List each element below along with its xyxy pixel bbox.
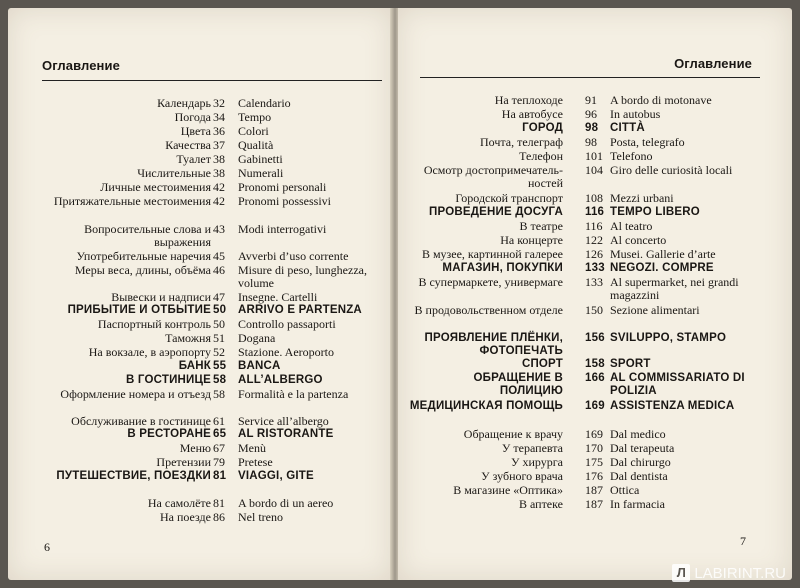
toc-russian-title: ПУТЕШЕСТВИЕ, ПОЕЗДКИ bbox=[56, 470, 211, 482]
toc-italian-title: Menù bbox=[238, 441, 266, 455]
toc-russian-title: Числительные bbox=[137, 166, 211, 180]
watermark-text: LABIRINT.RU bbox=[694, 564, 786, 582]
toc-italian-title: Insegne. Cartelli bbox=[238, 290, 318, 304]
toc-italian-title: Nel treno bbox=[238, 510, 283, 524]
toc-russian-title: Притяжательные местоимения bbox=[53, 194, 211, 208]
toc-russian-title: На теплоходе bbox=[494, 93, 563, 107]
toc-page-number: 116 bbox=[585, 219, 603, 233]
toc-italian-title: Al concerto bbox=[610, 233, 667, 247]
toc-italian-title: ARRIVO E PARTENZA bbox=[238, 304, 362, 316]
toc-russian-title: Употребительные наречия bbox=[76, 249, 211, 263]
toc-page-number: 36 bbox=[213, 124, 225, 138]
toc-russian-title: Обращение к врачу bbox=[463, 427, 563, 441]
toc-page-number: 81 bbox=[213, 496, 225, 510]
toc-page-number: 176 bbox=[585, 469, 603, 483]
toc-italian-title: Mezzi urbani bbox=[610, 191, 674, 205]
toc-italian-title: Pretese bbox=[238, 455, 273, 469]
toc-italian-title: Al teatro bbox=[610, 219, 653, 233]
toc-italian-title: Giro delle curiosità locali bbox=[610, 163, 733, 177]
toc-page-number: 98 bbox=[585, 122, 599, 134]
toc-russian-title: В аптеке bbox=[518, 497, 563, 511]
toc-russian-title: Качества bbox=[165, 138, 211, 152]
toc-italian-title: Sezione alimentari bbox=[610, 303, 700, 317]
toc-italian-title: Musei. Gallerie d’arte bbox=[610, 247, 716, 261]
toc-russian-title: Таможня bbox=[165, 331, 211, 345]
toc-page-number: 42 bbox=[213, 194, 225, 208]
toc-russian-title: Паспортный контроль bbox=[97, 317, 211, 331]
toc-page-number: 65 bbox=[213, 428, 227, 440]
toc-italian-title: TEMPO LIBERO bbox=[610, 206, 700, 218]
toc-page-number: 38 bbox=[213, 152, 225, 166]
toc-page-number: 46 bbox=[213, 263, 225, 277]
toc-russian-title: Вопросительные слова и выражения bbox=[84, 222, 211, 249]
toc-italian-title: Colori bbox=[238, 124, 269, 138]
toc-russian-title: ПРОВЕДЕНИЕ ДОСУГА bbox=[429, 206, 563, 218]
labirint-logo-icon: Л bbox=[672, 564, 690, 582]
toc-italian-title: Gabinetti bbox=[238, 152, 283, 166]
toc-italian-title: Avverbi d’uso corrente bbox=[238, 249, 349, 263]
left-heading-rule bbox=[42, 80, 382, 81]
toc-page-number: 81 bbox=[213, 470, 227, 482]
toc-page-number: 101 bbox=[585, 149, 603, 163]
toc-russian-title: В театре bbox=[519, 219, 563, 233]
toc-page-number: 58 bbox=[213, 387, 225, 401]
toc-italian-title: A bordo di motonave bbox=[610, 93, 712, 107]
toc-page-number: 52 bbox=[213, 345, 225, 359]
toc-russian-title: Календарь bbox=[157, 96, 211, 110]
toc-russian-title: Цвета bbox=[180, 124, 211, 138]
toc-russian-title: У терапевта bbox=[501, 441, 563, 455]
toc-page-number: 91 bbox=[585, 93, 597, 107]
toc-page-number: 86 bbox=[213, 510, 225, 524]
toc-italian-title: Dogana bbox=[238, 331, 276, 345]
toc-italian-title: Pronomi possessivi bbox=[238, 194, 332, 208]
toc-italian-title: Dal chirurgo bbox=[610, 455, 671, 469]
toc-italian-title: Modi interrogativi bbox=[238, 222, 327, 236]
toc-page-number: 175 bbox=[585, 455, 603, 469]
toc-russian-title: В РЕСТОРАНЕ bbox=[127, 428, 211, 440]
toc-page-number: 104 bbox=[585, 163, 603, 177]
toc-russian-title: БАНК bbox=[178, 360, 211, 372]
toc-page-number: 51 bbox=[213, 331, 225, 345]
toc-page-number: 45 bbox=[213, 249, 225, 263]
toc-russian-title: Личные местоимения bbox=[100, 180, 211, 194]
toc-italian-title: Controllo passaporti bbox=[238, 317, 336, 331]
toc-russian-title: Городской транспорт bbox=[455, 191, 563, 205]
toc-italian-title: In farmacia bbox=[610, 497, 665, 511]
toc-russian-title: В музее, картинной галерее bbox=[421, 247, 563, 261]
toc-italian-title: Al supermarket, nei grandi magazzini bbox=[610, 275, 739, 302]
toc-page-number: 43 bbox=[213, 222, 225, 236]
toc-russian-title: ПРИБЫТИЕ И ОТБЫТИЕ bbox=[67, 304, 211, 316]
toc-page-number: 50 bbox=[213, 304, 227, 316]
toc-russian-title: В ГОСТИНИЦЕ bbox=[126, 374, 211, 386]
right-page bbox=[398, 8, 792, 580]
toc-italian-title: AL COMMISSARIATO DI POLIZIA bbox=[610, 372, 745, 397]
toc-page-number: 169 bbox=[585, 427, 603, 441]
toc-italian-title: SPORT bbox=[610, 358, 651, 370]
toc-page-number: 58 bbox=[213, 374, 227, 386]
toc-italian-title: ASSISTENZA MEDICA bbox=[610, 400, 735, 412]
toc-page-number: 170 bbox=[585, 441, 603, 455]
toc-russian-title: Меры веса, длины, объёма bbox=[74, 263, 211, 277]
toc-italian-title: Dal medico bbox=[610, 427, 666, 441]
toc-page-number: 116 bbox=[585, 206, 605, 218]
toc-italian-title: Numerali bbox=[238, 166, 284, 180]
toc-russian-title: На автобусе bbox=[501, 107, 563, 121]
right-page-heading: Оглавление bbox=[674, 56, 752, 71]
toc-italian-title: Service all’albergo bbox=[238, 414, 329, 428]
left-page bbox=[8, 8, 392, 580]
toc-page-number: 98 bbox=[585, 135, 597, 149]
left-page-heading: Оглавление bbox=[42, 58, 120, 73]
toc-page-number: 166 bbox=[585, 372, 605, 384]
toc-russian-title: ПРОЯВЛЕНИЕ ПЛЁНКИ, ФОТОПЕЧАТЬ bbox=[424, 332, 563, 357]
toc-page-number: 156 bbox=[585, 332, 605, 344]
toc-page-number: 37 bbox=[213, 138, 225, 152]
toc-russian-title: Оформление номера и отъезд bbox=[60, 387, 211, 401]
toc-italian-title: Dal terapeuta bbox=[610, 441, 675, 455]
left-page-number: 6 bbox=[44, 540, 50, 554]
toc-italian-title: Formalità e la partenza bbox=[238, 387, 349, 401]
toc-italian-title: Dal dentista bbox=[610, 469, 668, 483]
toc-italian-title: A bordo di un aereo bbox=[238, 496, 334, 510]
toc-russian-title: В супермаркете, универмаге bbox=[418, 275, 563, 289]
toc-italian-title: NEGOZI. COMPRE bbox=[610, 262, 714, 274]
toc-page-number: 187 bbox=[585, 483, 603, 497]
toc-page-number: 67 bbox=[213, 441, 225, 455]
toc-italian-title: Posta, telegrafo bbox=[610, 135, 685, 149]
toc-russian-title: Почта, телеграф bbox=[479, 135, 563, 149]
toc-russian-title: ГОРОД bbox=[522, 122, 563, 134]
toc-russian-title: МЕДИЦИНСКАЯ ПОМОЩЬ bbox=[409, 400, 563, 412]
toc-russian-title: Туалет bbox=[176, 152, 211, 166]
toc-page-number: 133 bbox=[585, 275, 603, 289]
toc-russian-title: В продовольственном отделе bbox=[414, 303, 563, 317]
toc-page-number: 96 bbox=[585, 107, 597, 121]
toc-page-number: 108 bbox=[585, 191, 603, 205]
toc-page-number: 158 bbox=[585, 358, 605, 370]
toc-russian-title: На концерте bbox=[500, 233, 563, 247]
toc-russian-title: У зубного врача bbox=[481, 469, 563, 483]
toc-russian-title: Претензии bbox=[156, 455, 211, 469]
toc-italian-title: Calendario bbox=[238, 96, 291, 110]
right-heading-rule bbox=[420, 77, 760, 78]
toc-page-number: 61 bbox=[213, 414, 225, 428]
toc-italian-title: Telefono bbox=[610, 149, 653, 163]
toc-italian-title: Ottica bbox=[610, 483, 640, 497]
toc-italian-title: AL RISTORANTE bbox=[238, 428, 334, 440]
toc-italian-title: VIAGGI, GITE bbox=[238, 470, 314, 482]
toc-russian-title: Вывески и надписи bbox=[111, 290, 211, 304]
toc-page-number: 34 bbox=[213, 110, 225, 124]
toc-russian-title: На самолёте bbox=[147, 496, 211, 510]
toc-russian-title: СПОРТ bbox=[521, 358, 563, 370]
toc-italian-title: BANCA bbox=[238, 360, 281, 372]
toc-page-number: 122 bbox=[585, 233, 603, 247]
toc-russian-title: Осмотр достопримечатель-ностей bbox=[423, 163, 563, 190]
toc-page-number: 126 bbox=[585, 247, 603, 261]
toc-italian-title: CITTÀ bbox=[610, 122, 645, 134]
toc-italian-title: Qualità bbox=[238, 138, 274, 152]
toc-italian-title: Stazione. Aeroporto bbox=[238, 345, 334, 359]
toc-russian-title: Меню bbox=[179, 441, 211, 455]
toc-russian-title: На вокзале, в аэропорту bbox=[88, 345, 211, 359]
toc-russian-title: Телефон bbox=[519, 149, 563, 163]
toc-italian-title: In autobus bbox=[610, 107, 661, 121]
toc-page-number: 187 bbox=[585, 497, 603, 511]
toc-russian-title: ОБРАЩЕНИЕ В ПОЛИЦИЮ bbox=[473, 372, 563, 397]
toc-italian-title: Tempo bbox=[238, 110, 272, 124]
toc-russian-title: На поезде bbox=[160, 510, 211, 524]
toc-russian-title: У хирурга bbox=[510, 455, 563, 469]
toc-russian-title: В магазине «Оптика» bbox=[453, 483, 563, 497]
toc-page-number: 169 bbox=[585, 400, 605, 412]
right-page-number: 7 bbox=[740, 534, 746, 548]
toc-page-number: 47 bbox=[213, 290, 225, 304]
toc-page-number: 32 bbox=[213, 96, 225, 110]
toc-page-number: 150 bbox=[585, 303, 603, 317]
toc-page-number: 42 bbox=[213, 180, 225, 194]
watermark-logo bbox=[672, 564, 786, 582]
toc-page-number: 79 bbox=[213, 455, 225, 469]
toc-italian-title: SVILUPPO, STAMPO bbox=[610, 332, 727, 344]
toc-page-number: 50 bbox=[213, 317, 225, 331]
toc-italian-title: ALL’ALBERGO bbox=[238, 374, 323, 386]
toc-page-number: 55 bbox=[213, 360, 227, 372]
toc-italian-title: Misure di peso, lunghezza, volume bbox=[238, 263, 367, 290]
toc-italian-title: Pronomi personali bbox=[238, 180, 327, 194]
toc-russian-title: МАГАЗИН, ПОКУПКИ bbox=[442, 262, 563, 274]
toc-russian-title: Обслуживание в гостинице bbox=[71, 414, 211, 428]
toc-page-number: 133 bbox=[585, 262, 605, 274]
toc-russian-title: Погода bbox=[174, 110, 211, 124]
toc-page-number: 38 bbox=[213, 166, 225, 180]
